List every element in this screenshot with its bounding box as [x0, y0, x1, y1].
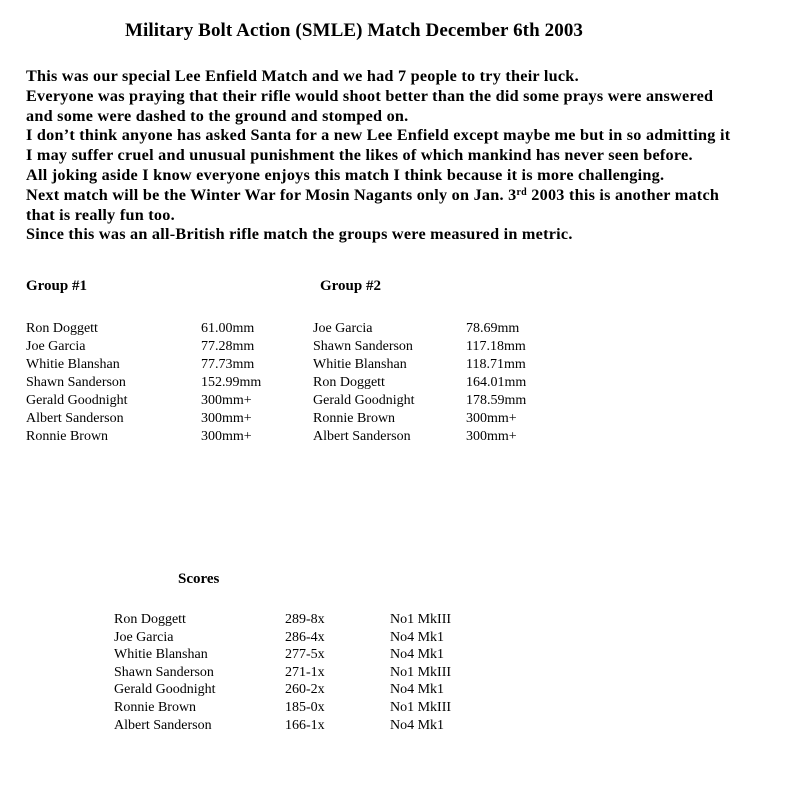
table-row: [26, 392, 261, 410]
score-value: 166-1x: [285, 717, 325, 733]
score-value: 185-0x: [285, 699, 325, 715]
score-value: 277-5x: [285, 647, 325, 663]
group1-heading: Group #1: [26, 278, 87, 294]
score-value: 260-2x: [285, 682, 325, 698]
group-size: 178.59mm: [466, 393, 527, 408]
group-size: 77.73mm: [201, 357, 255, 372]
table-row: [114, 681, 451, 699]
group-size: 300mm+: [201, 429, 252, 444]
group-size: 300mm+: [201, 411, 252, 426]
next-match-text: Next match will be the Winter War for Mosin Nagants only on Jan. 3: [26, 185, 517, 204]
table-row: [26, 338, 261, 356]
score-value: 289-8x: [285, 612, 325, 627]
next-match-line: [26, 186, 801, 206]
table-row: [313, 356, 526, 374]
group-size: 152.99mm: [201, 375, 262, 390]
page-title: Military Bolt Action (SMLE) Match December 6th 2003: [125, 20, 584, 41]
scores-table: [114, 611, 451, 734]
ordinal-suffix: rd: [516, 186, 527, 198]
group-size: 164.01mm: [466, 375, 527, 390]
group-size: 118.71mm: [466, 357, 526, 372]
intro-line: I don’t think anyone has asked Santa for a new Lee Enfield except maybe me but in so admitting it: [26, 126, 731, 145]
table-row: [313, 428, 526, 446]
table-row: [313, 374, 526, 392]
group-size: 77.28mm: [201, 339, 255, 354]
rifle-model: No4 Mk1: [390, 682, 445, 698]
table-row: [26, 356, 261, 374]
shooter-name: Gerald Goodnight: [114, 682, 216, 698]
group-size: 61.00mm: [201, 321, 255, 336]
rifle-model: No1 MkIII: [390, 699, 452, 715]
group-size: 78.69mm: [466, 321, 520, 336]
table-row: [313, 338, 526, 356]
table-row: [114, 611, 451, 629]
scores-heading: Scores: [178, 571, 220, 587]
shooter-name: Shawn Sanderson: [313, 339, 413, 354]
intro-line: I may suffer cruel and unusual punishment the likes of which mankind has never seen before.: [26, 146, 693, 165]
table-row: [114, 717, 451, 735]
intro-paragraph: [26, 67, 801, 245]
shooter-name: Ron Doggett: [26, 321, 98, 336]
group2-heading: Group #2: [320, 278, 381, 294]
shooter-name: Whitie Blanshan: [313, 357, 407, 372]
table-row: [114, 664, 451, 682]
shooter-name: Albert Sanderson: [114, 717, 212, 733]
shooter-name: Ron Doggett: [114, 612, 186, 627]
table-row: [114, 646, 451, 664]
table-row: [26, 428, 261, 446]
shooter-name: Joe Garcia: [26, 339, 86, 354]
shooter-name: Joe Garcia: [114, 629, 174, 645]
group-size: 300mm+: [466, 411, 517, 426]
table-row: [26, 320, 261, 338]
rifle-model: No1 MkIII: [390, 612, 452, 627]
shooter-name: Gerald Goodnight: [313, 393, 415, 408]
score-value: 271-1x: [285, 664, 325, 680]
shooter-name: Whitie Blanshan: [114, 647, 208, 663]
intro-line: that is really fun too.: [26, 205, 175, 224]
intro-line: Everyone was praying that their rifle would shoot better than the did some prays were answered: [26, 86, 714, 105]
rifle-model: No1 MkIII: [390, 664, 452, 680]
shooter-name: Shawn Sanderson: [26, 375, 126, 390]
table-row: [313, 320, 526, 338]
next-match-text-end: 2003 this is another match: [526, 185, 720, 204]
intro-line: All joking aside I know everyone enjoys this match I think because it is more challenging.: [26, 165, 665, 184]
rifle-model: No4 Mk1: [390, 629, 445, 645]
group-size: 300mm+: [201, 393, 252, 408]
shooter-name: Shawn Sanderson: [114, 664, 214, 680]
shooter-name: Ronnie Brown: [26, 429, 109, 444]
group2-table: [313, 320, 526, 446]
table-row: [313, 392, 526, 410]
shooter-name: Ronnie Brown: [114, 699, 197, 715]
shooter-name: Ron Doggett: [313, 375, 385, 390]
shooter-name: Gerald Goodnight: [26, 393, 128, 408]
rifle-model: No4 Mk1: [390, 717, 445, 733]
group-size: 117.18mm: [466, 339, 526, 354]
shooter-name: Albert Sanderson: [26, 411, 124, 426]
intro-line: and some were dashed to the ground and stomped on.: [26, 106, 409, 125]
table-row: [26, 374, 261, 392]
shooter-name: Joe Garcia: [313, 321, 373, 336]
table-row: [313, 410, 526, 428]
table-row: [114, 699, 451, 717]
rifle-model: No4 Mk1: [390, 647, 445, 663]
intro-line: This was our special Lee Enfield Match and we had 7 people to try their luck.: [26, 67, 579, 85]
group1-table: [26, 320, 261, 446]
shooter-name: Albert Sanderson: [313, 429, 411, 444]
shooter-name: Whitie Blanshan: [26, 357, 120, 372]
intro-line: Since this was an all-British rifle match the groups were measured in metric.: [26, 225, 573, 244]
score-value: 286-4x: [285, 629, 325, 645]
group-size: 300mm+: [466, 429, 517, 444]
table-row: [26, 410, 261, 428]
shooter-name: Ronnie Brown: [313, 411, 396, 426]
table-row: [114, 629, 451, 647]
